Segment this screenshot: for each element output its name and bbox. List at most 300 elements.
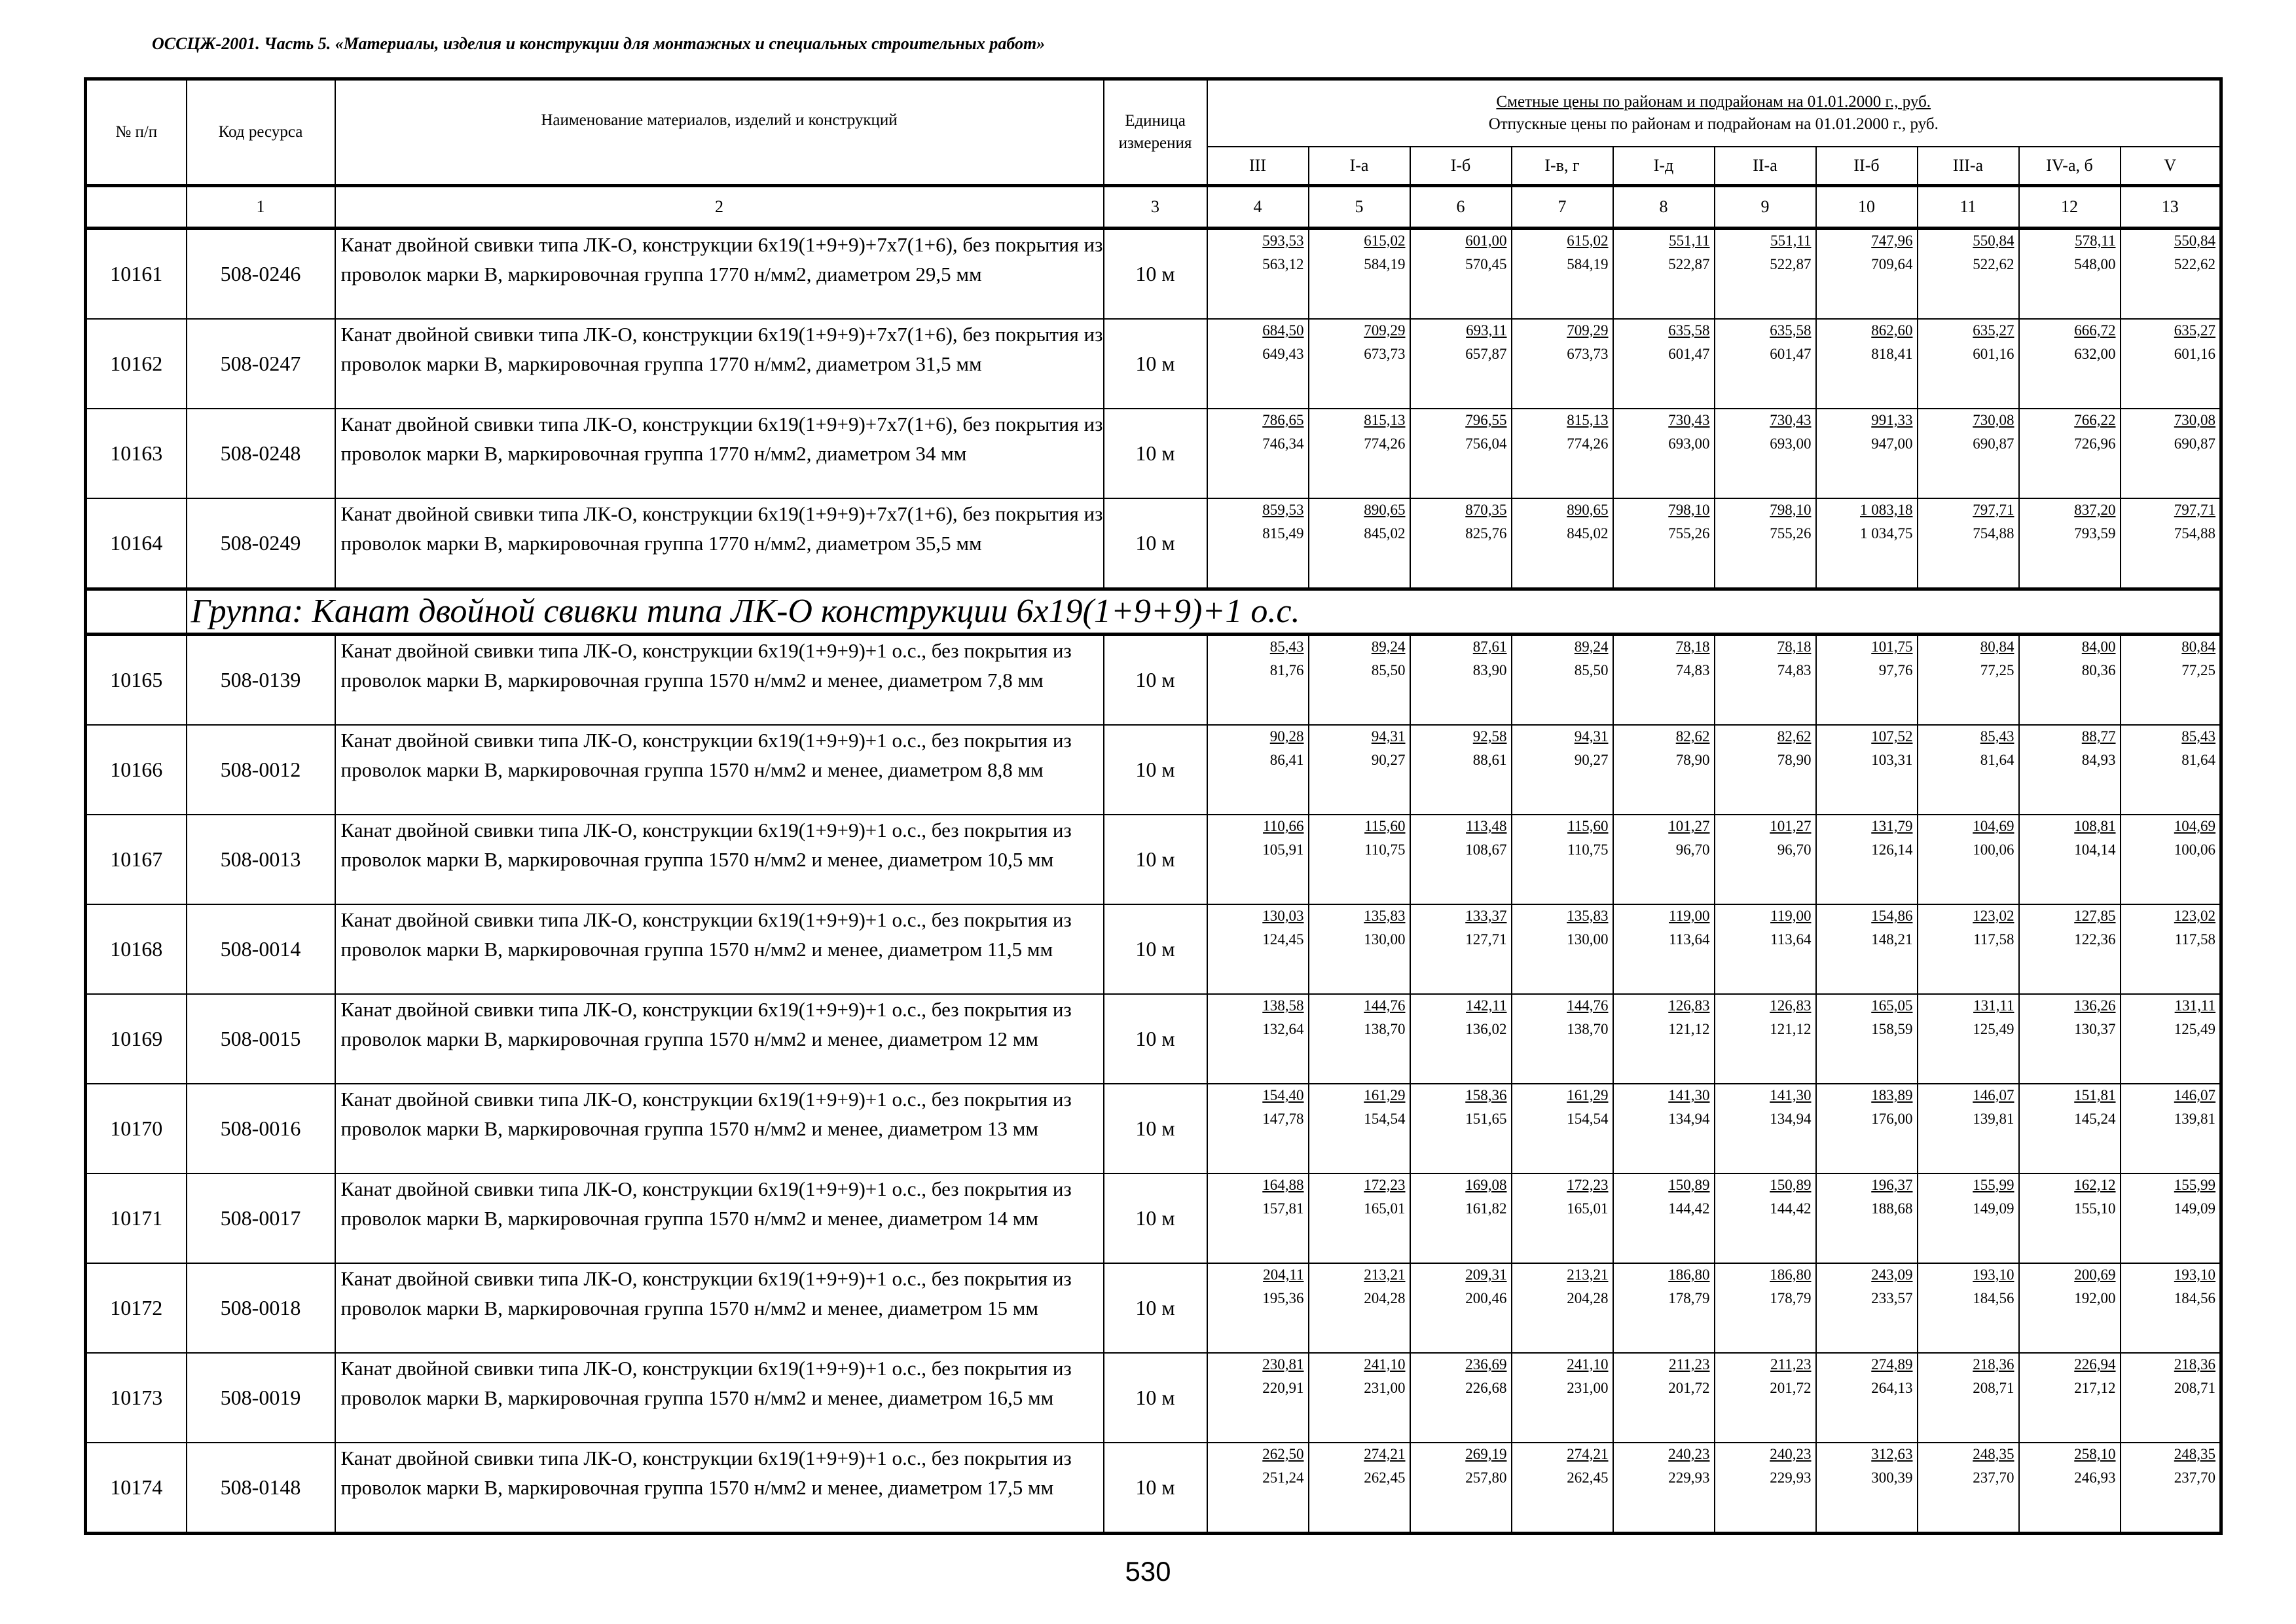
- estimated-price: 135,83: [1364, 908, 1406, 924]
- price-cell: [1613, 319, 1715, 409]
- release-price: 200,46: [1465, 1290, 1507, 1306]
- region-header: V: [2121, 147, 2221, 186]
- region-header: I-д: [1613, 147, 1715, 186]
- price-cell: [1816, 994, 1918, 1084]
- price-cell: [1512, 1084, 1613, 1173]
- price-cell: [2121, 229, 2221, 320]
- estimated-price: 635,27: [1973, 322, 2014, 339]
- estimated-price: 213,21: [1364, 1266, 1406, 1283]
- estimated-price: 269,19: [1465, 1446, 1507, 1462]
- price-cell: [1207, 1173, 1309, 1263]
- table-row: [86, 1353, 2221, 1443]
- estimated-price: 213,21: [1567, 1266, 1609, 1283]
- material-name: Канат двойной свивки типа ЛК-О, конструкции 6х19(1+9+9)+7х7(1+6), без покрытия из проволок марки В, маркировочная группа 1770 н/мм2, диаметром 29,5 мм: [335, 229, 1104, 320]
- row-number: 10167: [86, 815, 187, 904]
- price-cell: [1918, 1173, 2019, 1263]
- unit-of-measure: 10 м: [1104, 409, 1207, 498]
- price-cell: [1715, 635, 1816, 726]
- price-cell: [1207, 725, 1309, 815]
- table-body-group-b: [86, 635, 2221, 1534]
- release-price: 77,25: [2181, 662, 2216, 678]
- release-price: 134,94: [1668, 1111, 1710, 1127]
- estimated-price: 243,09: [1871, 1266, 1913, 1283]
- estimated-price: 90,28: [1269, 728, 1304, 745]
- price-cell: [1816, 1173, 1918, 1263]
- release-price: 673,73: [1567, 346, 1609, 362]
- price-cell: [1410, 1443, 1512, 1534]
- price-cell: [1816, 319, 1918, 409]
- row-number: 10168: [86, 904, 187, 994]
- release-price: 154,54: [1567, 1111, 1609, 1127]
- estimated-price: 155,99: [2174, 1177, 2216, 1193]
- estimated-price: 186,80: [1668, 1266, 1710, 1283]
- price-cell: [2019, 904, 2121, 994]
- col-index: 1: [187, 186, 335, 229]
- price-cell: [1410, 229, 1512, 320]
- release-price: 78,90: [1675, 752, 1710, 768]
- price-cell: [1410, 1173, 1512, 1263]
- estimated-price: 80,84: [2181, 638, 2216, 655]
- release-price: 673,73: [1364, 346, 1406, 362]
- price-cell: [1715, 1084, 1816, 1173]
- estimated-price: 230,81: [1262, 1356, 1304, 1373]
- estimated-price: 240,23: [1770, 1446, 1812, 1462]
- release-price: 601,16: [1973, 346, 2014, 362]
- price-cell: [1715, 904, 1816, 994]
- estimated-price: 165,05: [1871, 997, 1913, 1014]
- release-price: 165,01: [1364, 1200, 1406, 1217]
- release-price: 136,02: [1465, 1021, 1507, 1037]
- price-cell: [1512, 1443, 1613, 1534]
- release-price: 208,71: [1973, 1380, 2014, 1396]
- unit-of-measure: 10 м: [1104, 725, 1207, 815]
- release-price: 124,45: [1262, 931, 1304, 948]
- price-cell: [1309, 1263, 1410, 1353]
- estimated-price: 248,35: [1973, 1446, 2014, 1462]
- release-price: 104,14: [2074, 841, 2116, 858]
- price-cell: [1918, 635, 2019, 726]
- price-cell: [1613, 409, 1715, 498]
- price-cell: [1512, 498, 1613, 589]
- table-row: [86, 725, 2221, 815]
- release-price: 204,28: [1364, 1290, 1406, 1306]
- price-cell: [1613, 1353, 1715, 1443]
- estimated-price: 87,61: [1472, 638, 1507, 655]
- material-name: Канат двойной свивки типа ЛК-О, конструкции 6х19(1+9+9)+1 о.с., без покрытия из проволок марки В, маркировочная группа 1570 н/мм2 и менее, диаметром 12 мм: [335, 994, 1104, 1084]
- release-price: 147,78: [1262, 1111, 1304, 1127]
- price-cell: [2121, 1443, 2221, 1534]
- estimated-price: 136,26: [2074, 997, 2116, 1014]
- release-price: 649,43: [1262, 346, 1304, 362]
- estimated-price: 1 083,18: [1860, 502, 1913, 518]
- estimated-price: 113,48: [1466, 818, 1507, 834]
- price-cell: [1715, 1353, 1816, 1443]
- estimated-price: 85,43: [2181, 728, 2216, 745]
- estimated-price: 94,31: [1574, 728, 1609, 745]
- price-cell: [1410, 1263, 1512, 1353]
- price-cell: [1207, 319, 1309, 409]
- estimated-price: 154,86: [1871, 908, 1913, 924]
- estimated-price: 115,60: [1567, 818, 1609, 834]
- estimated-price: 209,31: [1465, 1266, 1507, 1283]
- estimated-price: 119,00: [1770, 908, 1812, 924]
- price-cell: [1309, 1443, 1410, 1534]
- release-price: 774,26: [1567, 435, 1609, 452]
- estimated-price: 258,10: [2074, 1446, 2116, 1462]
- price-cell: [1613, 229, 1715, 320]
- price-cell: [1613, 1173, 1715, 1263]
- table-row: [86, 994, 2221, 1084]
- estimated-price: 138,58: [1262, 997, 1304, 1014]
- release-price: 947,00: [1871, 435, 1913, 452]
- table-row: [86, 1084, 2221, 1173]
- release-price: 77,25: [1980, 662, 2014, 678]
- price-cell: [1512, 1263, 1613, 1353]
- estimated-price: 92,58: [1472, 728, 1507, 745]
- release-price: 78,90: [1777, 752, 1812, 768]
- release-price: 584,19: [1364, 256, 1406, 272]
- release-price: 818,41: [1871, 346, 1913, 362]
- release-price: 251,24: [1262, 1469, 1304, 1486]
- price-cell: [1918, 815, 2019, 904]
- col-index: 11: [1918, 186, 2019, 229]
- price-cell: [1207, 1353, 1309, 1443]
- release-price: 74,83: [1777, 662, 1812, 678]
- estimated-price: 666,72: [2074, 322, 2116, 339]
- release-price: 246,93: [2074, 1469, 2116, 1486]
- estimated-price: 154,40: [1262, 1087, 1304, 1103]
- release-price: 204,28: [1567, 1290, 1609, 1306]
- estimated-price: 709,29: [1567, 322, 1609, 339]
- release-price: 85,50: [1574, 662, 1609, 678]
- unit-of-measure: 10 м: [1104, 904, 1207, 994]
- estimated-price: 601,00: [1465, 232, 1507, 249]
- estimated-price: 693,11: [1466, 322, 1507, 339]
- release-price: 96,70: [1777, 841, 1812, 858]
- release-price: 97,76: [1878, 662, 1913, 678]
- price-cell: [2121, 815, 2221, 904]
- price-cell: [1613, 1263, 1715, 1353]
- price-cell: [2121, 1263, 2221, 1353]
- release-price: 90,27: [1371, 752, 1406, 768]
- release-price: 201,72: [1770, 1380, 1812, 1396]
- release-price: 793,59: [2074, 525, 2116, 542]
- estimated-price: 635,58: [1668, 322, 1710, 339]
- price-cell: [1410, 1084, 1512, 1173]
- release-price: 84,93: [2081, 752, 2116, 768]
- material-name: Канат двойной свивки типа ЛК-О, конструкции 6х19(1+9+9)+1 о.с., без покрытия из проволок марки В, маркировочная группа 1570 н/мм2 и менее, диаметром 15 мм: [335, 1263, 1104, 1353]
- col-index: 5: [1309, 186, 1410, 229]
- price-cell: [1410, 994, 1512, 1084]
- price-cell: [1207, 229, 1309, 320]
- release-price: 117,58: [1973, 931, 2014, 948]
- estimated-price: 126,83: [1770, 997, 1812, 1014]
- price-cell: [1816, 635, 1918, 726]
- price-table: [84, 77, 2223, 1535]
- price-cell: [1918, 725, 2019, 815]
- release-price: 96,70: [1675, 841, 1710, 858]
- estimated-price: 108,81: [2074, 818, 2116, 834]
- price-cell: [1512, 815, 1613, 904]
- release-price: 548,00: [2074, 256, 2116, 272]
- estimated-price: 797,71: [2174, 502, 2216, 518]
- region-header: IV-а, б: [2019, 147, 2121, 186]
- estimated-price: 241,10: [1364, 1356, 1406, 1373]
- price-title-estimated: Сметные цены по районам и подрайонам на 01.01.2000 г., руб.: [1496, 93, 1931, 111]
- price-cell: [2121, 1084, 2221, 1173]
- resource-code: 508-0013: [187, 815, 335, 904]
- estimated-price: 709,29: [1364, 322, 1406, 339]
- price-cell: [2121, 319, 2221, 409]
- estimated-price: 78,18: [1675, 638, 1710, 655]
- price-cell: [1918, 1353, 2019, 1443]
- release-price: 81,76: [1269, 662, 1304, 678]
- price-cell: [1512, 994, 1613, 1084]
- price-cell: [1613, 635, 1715, 726]
- col-index: 7: [1512, 186, 1613, 229]
- estimated-price: 133,37: [1465, 908, 1507, 924]
- price-cell: [1918, 994, 2019, 1084]
- price-cell: [2019, 1173, 2121, 1263]
- estimated-price: 146,07: [2174, 1087, 2216, 1103]
- release-price: 754,88: [1973, 525, 2014, 542]
- release-price: 231,00: [1567, 1380, 1609, 1396]
- estimated-price: 862,60: [1871, 322, 1913, 339]
- price-cell: [1207, 1084, 1309, 1173]
- release-price: 113,64: [1770, 931, 1812, 948]
- release-price: 774,26: [1364, 435, 1406, 452]
- price-cell: [1715, 994, 1816, 1084]
- estimated-price: 123,02: [2174, 908, 2216, 924]
- estimated-price: 550,84: [2174, 232, 2216, 249]
- estimated-price: 274,21: [1567, 1446, 1609, 1462]
- release-price: 570,45: [1465, 256, 1507, 272]
- release-price: 264,13: [1871, 1380, 1913, 1396]
- unit-of-measure: 10 м: [1104, 319, 1207, 409]
- table-row: [86, 1263, 2221, 1353]
- estimated-price: 126,83: [1668, 997, 1710, 1014]
- release-price: 208,71: [2174, 1380, 2216, 1396]
- estimated-price: 248,35: [2174, 1446, 2216, 1462]
- price-cell: [2019, 1443, 2121, 1534]
- release-price: 726,96: [2074, 435, 2116, 452]
- table-row: [86, 229, 2221, 320]
- release-price: 257,80: [1465, 1469, 1507, 1486]
- resource-code: 508-0246: [187, 229, 335, 320]
- release-price: 845,02: [1364, 525, 1406, 542]
- estimated-price: 550,84: [1973, 232, 2014, 249]
- unit-of-measure: 10 м: [1104, 229, 1207, 320]
- region-header: III-а: [1918, 147, 2019, 186]
- estimated-price: 123,02: [1973, 908, 2014, 924]
- region-header: I-в, г: [1512, 147, 1613, 186]
- price-cell: [1613, 1443, 1715, 1534]
- estimated-price: 991,33: [1871, 412, 1913, 428]
- price-cell: [2121, 409, 2221, 498]
- estimated-price: 730,08: [2174, 412, 2216, 428]
- col-header-code: Код ресурса: [187, 79, 335, 186]
- price-cell: [1816, 1263, 1918, 1353]
- release-price: 81,64: [1980, 752, 2014, 768]
- release-price: 754,88: [2174, 525, 2216, 542]
- row-number: 10170: [86, 1084, 187, 1173]
- release-price: 584,19: [1567, 256, 1609, 272]
- estimated-price: 131,11: [2174, 997, 2216, 1014]
- price-cell: [2019, 229, 2121, 320]
- estimated-price: 890,65: [1567, 502, 1609, 518]
- region-header: II-б: [1816, 147, 1918, 186]
- price-cell: [1410, 319, 1512, 409]
- price-cell: [1816, 1443, 1918, 1534]
- price-cell: [1309, 725, 1410, 815]
- col-index: 12: [2019, 186, 2121, 229]
- release-price: 220,91: [1262, 1380, 1304, 1396]
- price-cell: [1715, 409, 1816, 498]
- release-price: 229,93: [1770, 1469, 1812, 1486]
- table-row: [86, 1443, 2221, 1534]
- price-cell: [2019, 1353, 2121, 1443]
- estimated-price: 101,27: [1770, 818, 1812, 834]
- table-body-group-a: [86, 229, 2221, 589]
- region-header: II-а: [1715, 147, 1816, 186]
- group-title: Группа: Канат двойной свивки типа ЛК-О конструкции 6х19(1+9+9)+1 о.с.: [187, 589, 2221, 635]
- estimated-price: 104,69: [1973, 818, 2014, 834]
- estimated-price: 88,77: [2081, 728, 2116, 745]
- estimated-price: 635,58: [1770, 322, 1812, 339]
- price-cell: [1207, 815, 1309, 904]
- estimated-price: 796,55: [1465, 412, 1507, 428]
- estimated-price: 240,23: [1668, 1446, 1710, 1462]
- price-cell: [1410, 635, 1512, 726]
- resource-code: 508-0019: [187, 1353, 335, 1443]
- estimated-price: 144,76: [1567, 997, 1609, 1014]
- unit-of-measure: 10 м: [1104, 1173, 1207, 1263]
- release-price: 522,87: [1770, 256, 1812, 272]
- estimated-price: 218,36: [1973, 1356, 2014, 1373]
- estimated-price: 84,00: [2081, 638, 2116, 655]
- col-header-unit: Единица измерения: [1104, 79, 1207, 186]
- price-cell: [1512, 904, 1613, 994]
- release-price: 148,21: [1871, 931, 1913, 948]
- material-name: Канат двойной свивки типа ЛК-О, конструкции 6х19(1+9+9)+1 о.с., без покрытия из проволок марки В, маркировочная группа 1570 н/мм2 и менее, диаметром 17,5 мм: [335, 1443, 1104, 1534]
- unit-of-measure: 10 м: [1104, 1084, 1207, 1173]
- resource-code: 508-0016: [187, 1084, 335, 1173]
- estimated-price: 730,43: [1770, 412, 1812, 428]
- release-price: 195,36: [1262, 1290, 1304, 1306]
- estimated-price: 837,20: [2074, 502, 2116, 518]
- resource-code: 508-0015: [187, 994, 335, 1084]
- price-cell: [1613, 904, 1715, 994]
- table-row: [86, 498, 2221, 589]
- resource-code: 508-0248: [187, 409, 335, 498]
- col-header-prices: [1207, 79, 2221, 147]
- price-cell: [1512, 1173, 1613, 1263]
- estimated-price: 150,89: [1770, 1177, 1812, 1193]
- estimated-price: 115,60: [1364, 818, 1406, 834]
- estimated-price: 172,23: [1567, 1177, 1609, 1193]
- release-price: 522,62: [1973, 256, 2014, 272]
- price-cell: [1309, 409, 1410, 498]
- release-price: 690,87: [2174, 435, 2216, 452]
- release-price: 121,12: [1668, 1021, 1710, 1037]
- release-price: 217,12: [2074, 1380, 2116, 1396]
- price-cell: [1715, 1443, 1816, 1534]
- price-cell: [1613, 498, 1715, 589]
- release-price: 229,93: [1668, 1469, 1710, 1486]
- release-price: 139,81: [1973, 1111, 2014, 1127]
- estimated-price: 859,53: [1262, 502, 1304, 518]
- estimated-price: 101,27: [1668, 818, 1710, 834]
- price-cell: [1715, 498, 1816, 589]
- material-name: Канат двойной свивки типа ЛК-О, конструкции 6х19(1+9+9)+1 о.с., без покрытия из проволок марки В, маркировочная группа 1570 н/мм2 и менее, диаметром 7,8 мм: [335, 635, 1104, 726]
- table-row: [86, 1173, 2221, 1263]
- estimated-price: 274,89: [1871, 1356, 1913, 1373]
- estimated-price: 204,11: [1263, 1266, 1304, 1283]
- release-price: 144,42: [1770, 1200, 1812, 1217]
- estimated-price: 162,12: [2074, 1177, 2116, 1193]
- release-price: 262,45: [1567, 1469, 1609, 1486]
- price-cell: [1816, 1084, 1918, 1173]
- release-price: 176,00: [1871, 1111, 1913, 1127]
- release-price: 192,00: [2074, 1290, 2116, 1306]
- estimated-price: 161,29: [1567, 1087, 1609, 1103]
- release-price: 132,64: [1262, 1021, 1304, 1037]
- release-price: 108,67: [1465, 841, 1507, 858]
- estimated-price: 241,10: [1567, 1356, 1609, 1373]
- material-name: Канат двойной свивки типа ЛК-О, конструкции 6х19(1+9+9)+1 о.с., без покрытия из проволок марки В, маркировочная группа 1570 н/мм2 и менее, диаметром 11,5 мм: [335, 904, 1104, 994]
- col-index: 10: [1816, 186, 1918, 229]
- release-price: 122,36: [2074, 931, 2116, 948]
- release-price: 690,87: [1973, 435, 2014, 452]
- release-price: 262,45: [1364, 1469, 1406, 1486]
- release-price: 601,47: [1770, 346, 1812, 362]
- estimated-price: 89,24: [1574, 638, 1609, 655]
- price-cell: [2121, 635, 2221, 726]
- estimated-price: 211,23: [1770, 1356, 1812, 1373]
- price-cell: [1715, 229, 1816, 320]
- price-cell: [1816, 409, 1918, 498]
- price-cell: [2121, 725, 2221, 815]
- release-price: 139,81: [2174, 1111, 2216, 1127]
- release-price: 226,68: [1465, 1380, 1507, 1396]
- price-cell: [1309, 635, 1410, 726]
- release-price: 130,00: [1364, 931, 1406, 948]
- release-price: 300,39: [1871, 1469, 1913, 1486]
- col-index: 8: [1613, 186, 1715, 229]
- release-price: 165,01: [1567, 1200, 1609, 1217]
- row-number: 10173: [86, 1353, 187, 1443]
- price-cell: [1410, 498, 1512, 589]
- estimated-price: 80,84: [1980, 638, 2014, 655]
- price-cell: [1309, 994, 1410, 1084]
- price-cell: [1816, 725, 1918, 815]
- estimated-price: 127,85: [2074, 908, 2116, 924]
- release-price: 693,00: [1668, 435, 1710, 452]
- release-price: 110,75: [1567, 841, 1609, 858]
- release-price: 121,12: [1770, 1021, 1812, 1037]
- unit-of-measure: 10 м: [1104, 1263, 1207, 1353]
- table-row: [86, 409, 2221, 498]
- release-price: 81,64: [2181, 752, 2216, 768]
- release-price: 188,68: [1871, 1200, 1913, 1217]
- release-price: 522,87: [1668, 256, 1710, 272]
- col-index: 6: [1410, 186, 1512, 229]
- release-price: 237,70: [2174, 1469, 2216, 1486]
- price-cell: [1918, 1263, 2019, 1353]
- price-cell: [1512, 725, 1613, 815]
- estimated-price: 141,30: [1770, 1087, 1812, 1103]
- price-cell: [1309, 1173, 1410, 1263]
